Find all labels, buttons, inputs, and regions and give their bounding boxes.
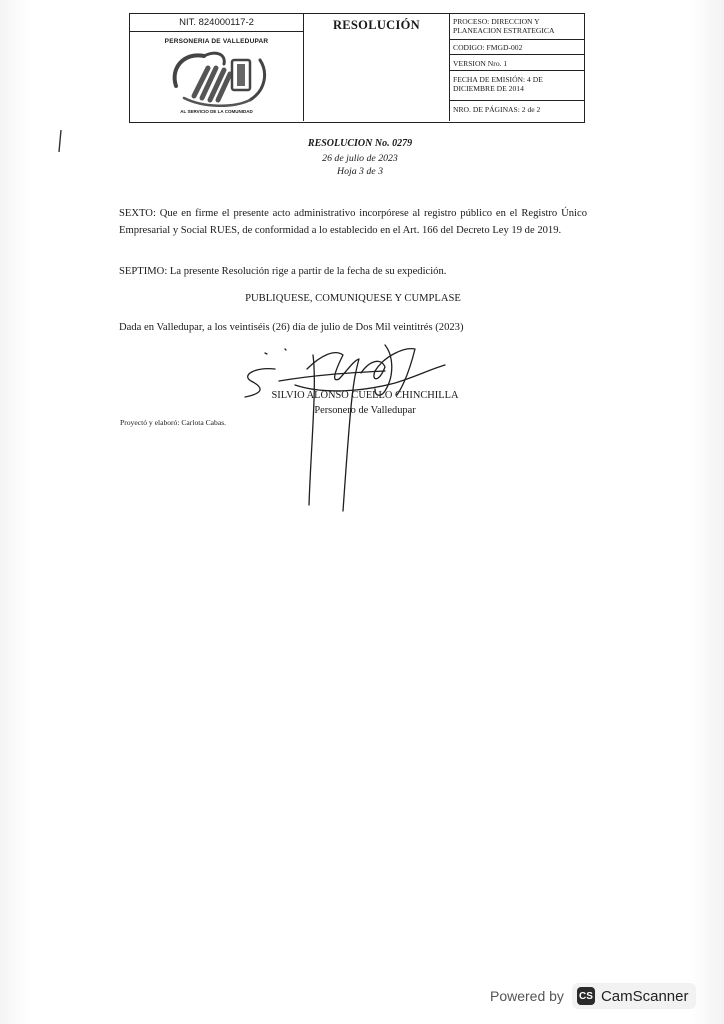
document-header-table	[129, 13, 585, 123]
scan-margin-mark	[57, 130, 63, 152]
document-type-title: RESOLUCIÓN	[332, 18, 421, 32]
header-meta-cell	[450, 14, 584, 121]
proceso-field: PROCESO: DIRECCION Y PLANEACION ESTRATEGICA	[450, 14, 584, 40]
article-sexto: SEXTO: Que en firme el presente acto administrativo incorpórese al registro público en el Registro Único Empresarial y Social RUES, de conformidad a lo establecido en el Art. 166 del Decreto Ley 19 de 2019.	[119, 208, 587, 236]
camscanner-brand	[572, 983, 697, 1009]
org-name: PERSONERIA DE VALLEDUPAR	[164, 38, 269, 45]
org-tagline: AL SERVICIO DE LA COMUNIDAD	[180, 109, 253, 114]
camscanner-name: CamScanner	[600, 987, 689, 1005]
resolution-date: 26 de julio de 2023	[322, 153, 398, 164]
resolution-number: RESOLUCION No. 0279	[307, 138, 413, 149]
codigo-field: CODIGO: FMGD-002	[450, 40, 584, 55]
resolution-sheet: Hoja 3 de 3	[337, 166, 383, 177]
dada-line: Dada en Valledupar, a los veintiséis (26) día de julio de Dos Mil veintitrés (2023)	[119, 322, 464, 333]
fecha-emision-field: FECHA DE EMISIÓN: 4 DE DICIEMBRE DE 2014	[450, 71, 584, 101]
powered-by-label: Powered by	[490, 988, 564, 1004]
prepared-by-note: Proyectó y elaboró: Carlota Cabas.	[120, 418, 227, 427]
header-title-cell	[304, 14, 450, 121]
nro-paginas-field: NRO. DE PÁGINAS: 2 de 2	[453, 105, 541, 114]
camscanner-logo-icon: CS	[577, 987, 595, 1005]
header-logo-cell	[130, 14, 304, 121]
camscanner-watermark	[490, 981, 696, 1011]
personeria-logo-icon	[164, 46, 272, 108]
nit-number: NIT. 824000117-2	[130, 14, 303, 32]
publiquese-line: PUBLIQUESE, COMUNIQUESE Y CUMPLASE	[245, 293, 461, 304]
signer-role: Personero de Valledupar	[314, 405, 416, 416]
article-septimo: SEPTIMO: La presente Resolución rige a partir de la fecha de su expedición.	[119, 266, 447, 277]
version-field: VERSION Nro. 1	[450, 55, 584, 71]
signer-name: SILVIO ALONSO CUELLO CHINCHILLA	[271, 390, 459, 401]
handwritten-signature	[235, 325, 455, 515]
